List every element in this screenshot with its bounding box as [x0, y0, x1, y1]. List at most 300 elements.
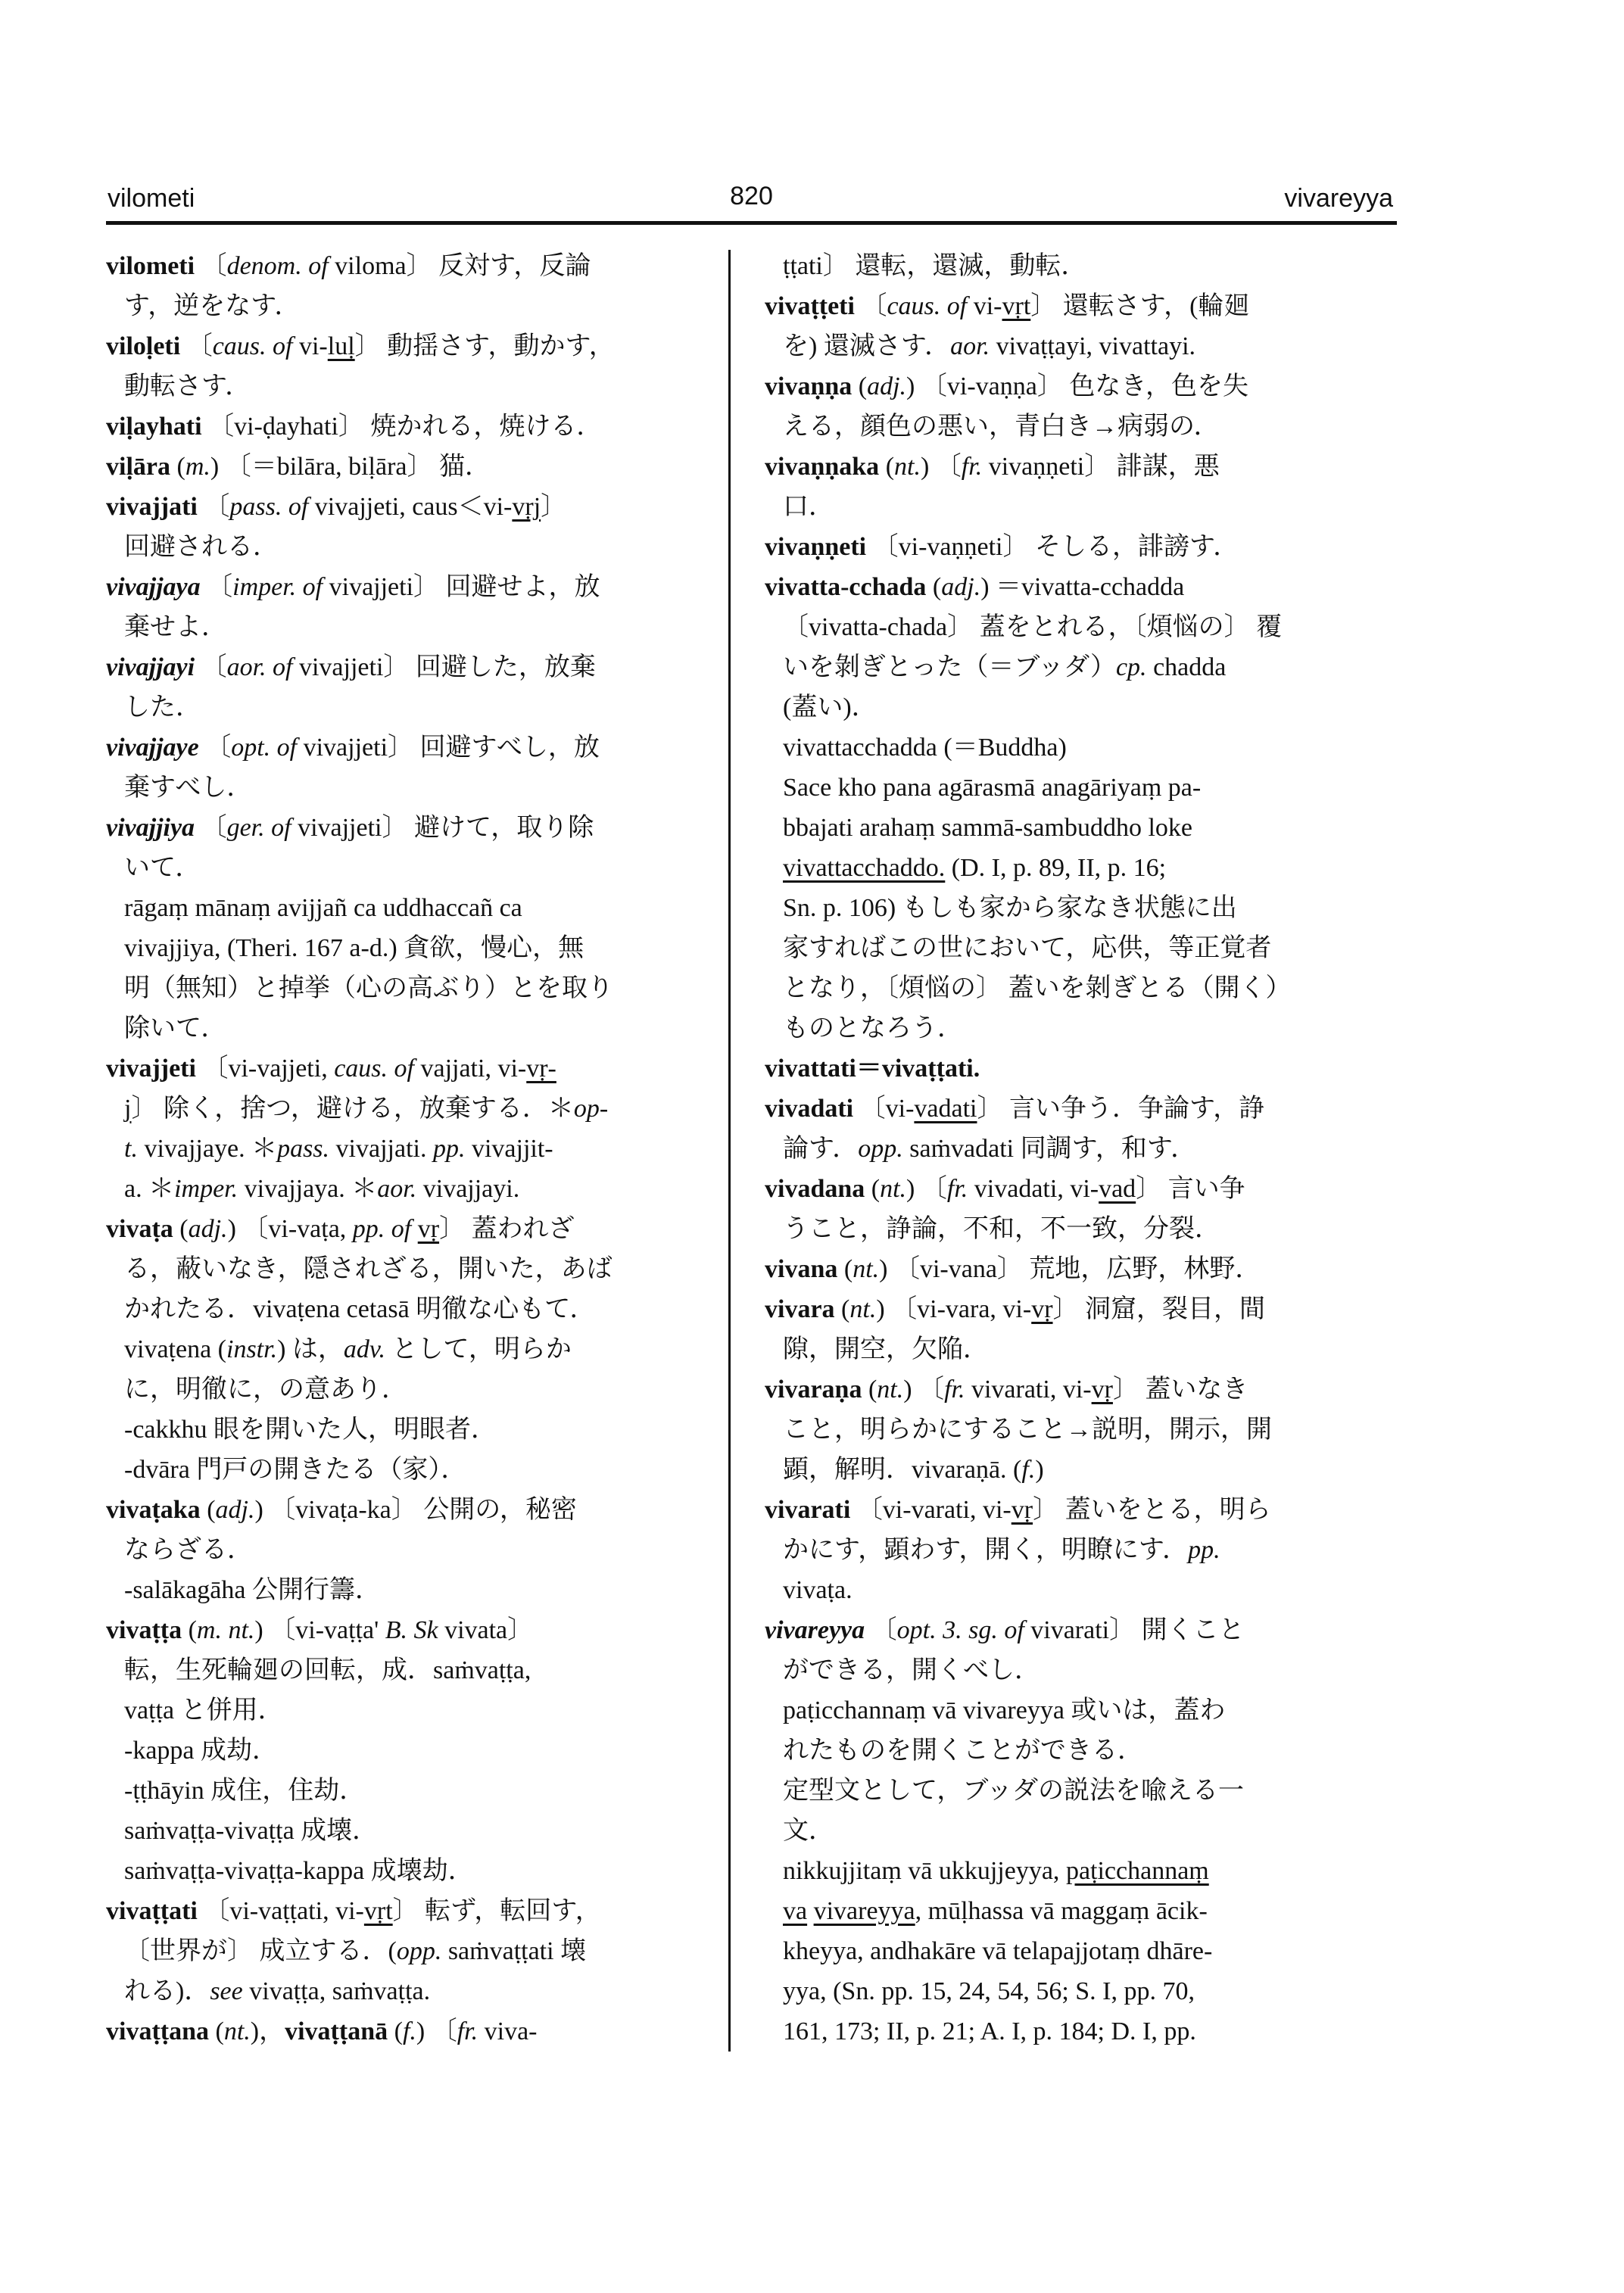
entry-headword-line — [765, 447, 1401, 487]
entry-text-line — [765, 1570, 1401, 1610]
definition-text: vivajjeti〕 回避した，放棄 — [292, 653, 596, 681]
underlined-root: vṛ — [1011, 1496, 1033, 1524]
definition-text: いて． — [124, 854, 201, 882]
headword: vivaṭṭati — [106, 1897, 198, 1925]
entry-text-line — [106, 1169, 721, 1209]
entry-text-line — [765, 1209, 1401, 1249]
entry-text-line — [765, 808, 1401, 848]
headword: vivaṇṇeti — [765, 533, 867, 561]
entry-text-line — [106, 1329, 721, 1369]
headword: viḷayhati — [106, 413, 202, 441]
grammar-abbreviation: pp. of — [352, 1215, 412, 1243]
definition-text: yya, (Sn. pp. 15, 24, 54, 56; S. I, pp. 70, — [783, 1977, 1195, 2005]
entry-text-line — [765, 1008, 1401, 1048]
entry-text-line — [106, 1450, 721, 1490]
definition-text: ) ＝vivatta-cchadda — [980, 573, 1185, 601]
definition-text: -ṭṭhāyin 成住，住劫． — [124, 1777, 366, 1805]
definition-text: える，顔色の悪い，青白き→病弱の． — [783, 413, 1220, 441]
definition-text: vivaṭṭayi, vivattayi. — [990, 332, 1196, 360]
entry-text-line — [765, 487, 1401, 527]
entry-headword-line — [765, 1369, 1401, 1410]
entry-text-line — [106, 888, 721, 928]
entry-text-line — [765, 1971, 1401, 2011]
definition-text: ( — [209, 2017, 224, 2045]
definition-text: 〔 — [197, 493, 230, 521]
definition-text: 〔 — [198, 734, 232, 762]
definition-text: 〔 — [195, 653, 227, 681]
grammar-abbreviation: ger. of — [226, 814, 291, 842]
definition-text — [807, 1897, 814, 1925]
definition-text: 棄すべし． — [124, 774, 253, 802]
grammar-abbreviation: pass. of — [229, 493, 309, 521]
entry-headword-line — [765, 1249, 1401, 1289]
entry-headword-line — [106, 647, 721, 687]
definition-text: ) 〔vivaṭa-ka〕 公開の，秘密 — [254, 1496, 577, 1524]
definition-text: 161, 173; II, p. 21; A. I, p. 184; D. I, pp. — [783, 2017, 1196, 2045]
definition-text: ) 〔vi-vaṭa, — [227, 1215, 353, 1243]
grammar-abbreviation: aor. — [377, 1175, 417, 1203]
definition-text: vaṭṭa と併用． — [124, 1696, 284, 1724]
definition-text: -kappa 成劫． — [124, 1737, 279, 1765]
grammar-abbreviation: aor. — [950, 332, 990, 360]
underlined-root: vṛ — [417, 1215, 440, 1243]
grammar-abbreviation: nt. — [877, 1375, 904, 1404]
entry-text-line — [106, 1811, 721, 1851]
entry-headword-line — [106, 1610, 721, 1650]
definition-text: viva- — [478, 2017, 538, 2045]
definition-text: ) 〔vi-vaṭṭa' — [254, 1616, 385, 1644]
grammar-abbreviation: adj. — [188, 1215, 228, 1243]
headword: vivaraṇa — [765, 1375, 862, 1404]
entry-text-line — [106, 1129, 721, 1169]
definition-text: vivaṭa. — [783, 1576, 853, 1604]
headword: vivaṭa — [106, 1215, 173, 1243]
entry-text-line — [106, 1369, 721, 1410]
grammar-abbreviation: m. — [185, 453, 210, 481]
entry-headword-line — [106, 808, 721, 848]
grammar-abbreviation: m. nt. — [196, 1616, 255, 1644]
definition-text: 動転さす． — [124, 372, 251, 400]
definition-text: 〕 蓋いをとる，明ら — [1033, 1496, 1271, 1524]
entry-text-line — [106, 527, 721, 567]
definition-text: うこと，諍論，不和，不一致，分裂． — [783, 1215, 1220, 1243]
definition-text: 〔世界が〕 成立する．( — [124, 1937, 397, 1965]
underlined-root: vṛ — [1091, 1375, 1113, 1404]
entry-text-line — [765, 1650, 1401, 1690]
entry-text-line — [765, 1690, 1401, 1731]
grammar-abbreviation: f. — [1021, 1456, 1036, 1484]
left-column — [106, 246, 721, 2052]
definition-text: 家すればこの世において，応供，等正覚者 — [783, 934, 1272, 962]
definition-text: ( — [862, 1375, 877, 1404]
definition-text: viloma〕 反対す，反論 — [328, 252, 591, 280]
definition-text: ) 〔vi-vaṇṇa〕 色なき，色を失 — [906, 372, 1248, 400]
header-rule — [106, 221, 1397, 225]
entry-text-line — [765, 647, 1401, 687]
definition-text: いを剝ぎとった（＝ブッダ） — [783, 653, 1116, 681]
definition-text: saṁvaṭṭa-vivaṭṭa-kappa 成壊劫． — [124, 1857, 474, 1885]
definition-text: saṁvadati 同調す，和す． — [902, 1135, 1197, 1163]
grammar-abbreviation: instr. — [226, 1335, 278, 1363]
definition-text: (蓋い)． — [783, 693, 877, 721]
definition-text: 定型文として，ブッダの説法を喩える一 — [783, 1777, 1244, 1805]
definition-text: vajjati, vi- — [413, 1055, 527, 1083]
definition-text: nikkujjitaṃ vā ukkujjeyya, — [783, 1857, 1066, 1885]
definition-text: 〔vi-ḍayhati〕 焼かれる，焼ける． — [201, 413, 603, 441]
header-guide-word-right: vivareyya — [1284, 184, 1393, 213]
entry-text-line — [106, 1771, 721, 1811]
definition-text: 〕 還転さす，(輪廻 — [1030, 292, 1250, 320]
underlined-root: va — [783, 1897, 808, 1925]
definition-text: 〔vi- — [853, 1095, 915, 1123]
definition-text: (D. I, p. 89, II, p. 16; — [945, 854, 1167, 882]
headword: vivajjati — [106, 493, 198, 521]
entry-text-line — [765, 1811, 1401, 1851]
definition-text: 〕 転ず，転回す， — [392, 1897, 601, 1925]
entry-text-line — [765, 888, 1401, 928]
definition-text: 回避される． — [124, 533, 279, 561]
definition-text: vivata〕 — [438, 1616, 534, 1644]
definition-text: vivajjati. — [329, 1135, 433, 1163]
definition-text: した． — [124, 693, 201, 721]
definition-text: 〔 — [865, 1616, 897, 1644]
definition-text: vivaṭena ( — [124, 1335, 226, 1363]
grammar-abbreviation: nt. — [880, 1175, 907, 1203]
definition-text: , mūḷhassa vā maggaṃ ācik- — [915, 1897, 1208, 1925]
entry-headword-line — [106, 1048, 721, 1089]
entry-headword-line — [106, 407, 721, 447]
underlined-root: vadati — [914, 1095, 977, 1123]
definition-text: ならざる． — [124, 1536, 253, 1564]
grammar-abbreviation: opt. of — [231, 734, 298, 762]
entry-text-line — [765, 1129, 1401, 1169]
entry-headword-line — [106, 326, 721, 366]
definition-text: vi- — [292, 332, 328, 360]
definition-text: vivadati, vi- — [968, 1175, 1099, 1203]
headword: vivajjaya — [106, 573, 201, 601]
definition-text: 顕，解明．vivaraṇā. ( — [783, 1456, 1022, 1484]
grammar-abbreviation: fr. — [946, 1175, 968, 1203]
grammar-abbreviation: adv. — [343, 1335, 385, 1363]
headword: vivaṇṇaka — [765, 453, 880, 481]
underlined-root: vṛ- — [526, 1055, 556, 1083]
definition-text: ) 〔 — [903, 1375, 945, 1404]
entry-text-line — [765, 1530, 1401, 1570]
underlined-root: luḷ — [327, 332, 355, 360]
definition-text: 〕 言い争 — [1136, 1175, 1245, 1203]
entry-text-line — [765, 246, 1401, 286]
entry-headword-line — [765, 1289, 1401, 1329]
grammar-abbreviation: nt. — [223, 2017, 251, 2045]
definition-text: ) 〔＝bilāra, biḷāra〕 猫． — [210, 453, 491, 481]
entry-headword-line — [765, 1610, 1401, 1650]
definition-text: 〔vi-vajjeti, — [195, 1055, 335, 1083]
definition-text: ( — [852, 372, 868, 400]
definition-text: 〔 — [180, 332, 213, 360]
definition-text: ) 〔 — [906, 1175, 947, 1203]
definition-text: bbajati arahaṃ sammā-sambuddho loke — [783, 814, 1192, 842]
definition-text: -salākagāha 公開行籌． — [124, 1576, 381, 1604]
definition-text: 隙，開空，欠陥． — [783, 1335, 989, 1363]
column-divider — [728, 250, 731, 2052]
entry-text-line — [765, 768, 1401, 808]
definition-text: 〕 言い争う．争論す，諍 — [977, 1095, 1265, 1123]
headword: viḷāra — [106, 453, 170, 481]
entry-text-line — [106, 1289, 721, 1329]
entry-headword-line — [765, 1490, 1401, 1530]
grammar-abbreviation: adj. — [941, 573, 981, 601]
entry-text-line — [765, 1731, 1401, 1771]
definition-text: vivattacchadda (＝Buddha) — [783, 734, 1067, 762]
entry-text-line — [106, 1570, 721, 1610]
entry-text-line — [106, 1530, 721, 1570]
definition-text: saṁvaṭṭa-vivaṭṭa 成壊． — [124, 1817, 379, 1845]
entry-text-line — [106, 968, 721, 1008]
entry-headword-line — [106, 727, 721, 768]
definition-text: chadda — [1146, 653, 1227, 681]
headword: vivattati＝vivaṭṭati. — [765, 1055, 980, 1083]
definition-text: 文． — [783, 1817, 834, 1845]
entry-text-line — [765, 1851, 1401, 1891]
definition-text: 口． — [783, 493, 834, 521]
headword: vivana — [765, 1255, 838, 1283]
definition-text: ( — [173, 1215, 189, 1243]
grammar-abbreviation: opt. 3. sg. of — [896, 1616, 1024, 1644]
definition-text: ( — [388, 2017, 403, 2045]
definition-text: vivajjeti〕 回避すべし，放 — [297, 734, 600, 762]
entry-headword-line — [106, 447, 721, 487]
headword: vivaṭṭana — [106, 2017, 209, 2045]
definition-text — [411, 1215, 418, 1243]
underlined-root: vivareyya — [813, 1897, 915, 1925]
grammar-abbreviation: fr. — [457, 2017, 478, 2045]
entry-headword-line — [106, 2011, 721, 2052]
entry-text-line — [765, 607, 1401, 647]
entry-text-line — [765, 326, 1401, 366]
entry-text-line — [106, 1690, 721, 1731]
definition-text: Sn. p. 106) もしも家から家なき状態に出 — [783, 894, 1237, 922]
definition-text: となり，〔煩悩の〕 蓋いを剝ぎとる（開く） — [783, 974, 1292, 1002]
underlined-root: vṛt — [1002, 292, 1031, 320]
entry-headword-line — [765, 1089, 1401, 1129]
entry-text-line — [106, 607, 721, 647]
definition-text: 〕 蓋いなき — [1112, 1375, 1248, 1404]
headword: vivadana — [765, 1175, 865, 1203]
definition-text: 〔vi-vaṭṭati, vi- — [197, 1897, 364, 1925]
entry-text-line — [106, 1249, 721, 1289]
headword: vivajjiya — [106, 814, 195, 842]
definition-text: ) は， — [277, 1335, 344, 1363]
entry-text-line — [106, 1008, 721, 1048]
headword: vivajjeti — [106, 1055, 196, 1083]
entry-headword-line — [106, 487, 721, 527]
definition-text: かれたる．vivaṭena cetasā 明徹な心もて． — [124, 1295, 596, 1323]
grammar-abbreviation: fr. — [961, 453, 983, 481]
entry-text-line — [106, 768, 721, 808]
definition-text: -cakkhu 眼を開いた人，明眼者． — [124, 1416, 497, 1444]
underlined-root: vṛj — [512, 493, 541, 521]
definition-text: vivarati, vi- — [965, 1375, 1092, 1404]
definition-text: saṁvaṭṭati 壊 — [441, 1937, 587, 1965]
definition-text: vivajjayi. — [416, 1175, 520, 1203]
definition-text: ( — [879, 453, 895, 481]
definition-text: 〔 — [195, 814, 227, 842]
definition-text: 〔 — [200, 573, 233, 601]
definition-text: 棄せよ． — [124, 613, 227, 641]
headword: vivareyya — [765, 1616, 865, 1644]
definition-text: 〔vi-vaṇṇeti〕 そしる，誹謗す． — [866, 533, 1239, 561]
grammar-abbreviation: denom. of — [226, 252, 329, 280]
entry-text-line — [765, 727, 1401, 768]
grammar-abbreviation: imper. of — [232, 573, 323, 601]
definition-text: ( — [865, 1175, 881, 1203]
entry-headword-line — [765, 366, 1401, 407]
definition-text: vivajjeti〕 避けて，取り除 — [291, 814, 594, 842]
entry-text-line — [765, 968, 1401, 1008]
definition-text: 〕 — [541, 493, 567, 521]
grammar-abbreviation: aor. of — [226, 653, 293, 681]
headword: vivajjaye — [106, 734, 199, 762]
grammar-abbreviation: nt. — [849, 1295, 877, 1323]
definition-text: れる)． — [124, 1977, 210, 2005]
headword: vivaṇṇa — [765, 372, 853, 400]
definition-text: 〕 動揺さす，動かす， — [354, 332, 615, 360]
underlined-root: vṛ — [1031, 1295, 1053, 1323]
grammar-abbreviation: op- — [573, 1095, 609, 1123]
definition-text: ( — [834, 1295, 850, 1323]
definition-text: ) 〔vi-vana〕 荒地，広野，林野． — [879, 1255, 1261, 1283]
entry-text-line — [106, 687, 721, 727]
underlined-root: vivattacchaddo. — [783, 854, 946, 882]
grammar-abbreviation: caus. of — [887, 292, 968, 320]
entry-text-line — [106, 848, 721, 888]
entry-text-line — [106, 366, 721, 407]
grammar-abbreviation: fr. — [944, 1375, 965, 1404]
definition-text: vivajjiya, (Theri. 167 a-d.) 貪欲，慢心，無 — [124, 934, 584, 962]
entry-headword-line — [106, 246, 721, 286]
definition-text: 〕 洞窟，裂目，間 — [1052, 1295, 1266, 1323]
definition-text: 除いて． — [124, 1014, 227, 1042]
definition-text: ( — [200, 1496, 216, 1524]
grammar-abbreviation: opp. — [858, 1135, 903, 1163]
entry-text-line — [765, 928, 1401, 968]
underlined-root: paṭicchannaṃ — [1065, 1857, 1209, 1885]
definition-text: ( — [837, 1255, 853, 1283]
definition-text: れたものを開くことができる． — [783, 1737, 1143, 1765]
definition-text: vivajjaye. ＊ — [137, 1135, 278, 1163]
definition-text: Sace kho pana agārasmā anagāriyaṃ pa- — [783, 774, 1202, 802]
definition-text: a. ＊ — [124, 1175, 175, 1203]
entry-text-line — [765, 1410, 1401, 1450]
definition-text: 転，生死輪廻の回転，成．saṁvaṭṭa, — [124, 1656, 531, 1684]
underlined-root: j — [124, 1095, 132, 1123]
right-column — [765, 246, 1401, 2052]
headword: vivaṭaka — [106, 1496, 201, 1524]
definition-text: を) 還滅さす． — [783, 332, 951, 360]
headword: vivaṭṭeti — [765, 292, 855, 320]
headword: vivaṭṭa — [106, 1616, 182, 1644]
definition-text: 〔 — [854, 292, 887, 320]
grammar-abbreviation: opp. — [396, 1937, 442, 1965]
grammar-abbreviation: see — [210, 1977, 243, 2005]
definition-text: ができる，開くべし． — [783, 1656, 1040, 1684]
definition-text: す，逆をなす． — [124, 292, 301, 320]
definition-text: vivajjeti〕 回避せよ，放 — [323, 573, 600, 601]
entry-text-line — [765, 1931, 1401, 1971]
entry-headword-line — [765, 286, 1401, 326]
entry-text-line — [106, 1971, 721, 2011]
definition-text: )， — [250, 2017, 285, 2045]
definition-text: かにす，顕わす，開く，明瞭にす． — [783, 1536, 1189, 1564]
definition-text: こと，明らかにすること→説明，開示，開 — [783, 1416, 1272, 1444]
definition-text: 論す． — [783, 1135, 859, 1163]
grammar-abbreviation: B. Sk — [385, 1616, 438, 1644]
definition-text: 〔vivatta-chada〕 蓋をとれる，〔煩悩の〕 覆 — [783, 613, 1283, 641]
entry-text-line — [765, 407, 1401, 447]
grammar-abbreviation: imper. — [174, 1175, 238, 1203]
underlined-root: vad — [1099, 1175, 1136, 1203]
headword: vilometi — [106, 252, 195, 280]
definition-text: 〕 蓋われざ — [439, 1215, 575, 1243]
definition-text: 明（無知）と掉挙（心の高ぶり）とを取り — [124, 974, 613, 1002]
grammar-abbreviation: pp. — [432, 1135, 466, 1163]
page-number: 820 — [730, 182, 773, 210]
definition-text: kheyya, andhakāre vā telapajjotaṃ dhāre- — [783, 1937, 1213, 1965]
definition-text: vi- — [967, 292, 1002, 320]
grammar-abbreviation: pp. — [1188, 1536, 1220, 1564]
headword: vivaṭṭanā — [285, 2017, 388, 2045]
entry-text-line — [765, 1329, 1401, 1369]
entry-text-line — [106, 1089, 721, 1129]
definition-text: ) 〔 — [920, 453, 962, 481]
entry-headword-line — [106, 567, 721, 607]
definition-text: る，蔽いなき，隠されざる，開いた，あば — [124, 1255, 613, 1283]
underlined-root: vṛt — [363, 1897, 393, 1925]
definition-text: ) 〔 — [416, 2017, 457, 2045]
entry-text-line — [106, 1851, 721, 1891]
definition-text: vivarati〕 開くこと — [1024, 1616, 1245, 1644]
definition-text: に，明徹に，の意あり． — [124, 1375, 407, 1404]
definition-text: 〔 — [195, 252, 227, 280]
definition-text: ṭṭati〕 還転，還滅，動転． — [783, 252, 1087, 280]
entry-headword-line — [106, 1490, 721, 1530]
headword: vivatta-cchada — [765, 573, 927, 601]
definition-text: vivajjaya. ＊ — [238, 1175, 378, 1203]
grammar-abbreviation: pass. — [277, 1135, 330, 1163]
entry-text-line — [106, 1650, 721, 1690]
entry-text-line — [106, 1410, 721, 1450]
entry-text-line — [106, 286, 721, 326]
definition-text: vivaṭṭa, saṁvaṭṭa. — [242, 1977, 431, 2005]
grammar-abbreviation: adj. — [867, 372, 907, 400]
definition-text: rāgaṃ mānaṃ avijjañ ca uddhaccañ ca — [124, 894, 522, 922]
grammar-abbreviation: f. — [402, 2017, 416, 2045]
entry-text-line — [765, 687, 1401, 727]
definition-text: ) 〔vi-vara, vi- — [876, 1295, 1032, 1323]
definition-text: ものとなろう． — [783, 1014, 963, 1042]
grammar-abbreviation: t. — [124, 1135, 138, 1163]
definition-text: vivajjit- — [465, 1135, 553, 1163]
definition-text: 〕 除く，捨つ，避ける，放棄する．＊ — [131, 1095, 574, 1123]
entry-headword-line — [765, 1169, 1401, 1209]
entry-headword-line — [106, 1209, 721, 1249]
entry-text-line — [765, 848, 1401, 888]
header-guide-word-left: vilometi — [108, 184, 195, 213]
grammar-abbreviation: caus. of — [212, 332, 293, 360]
definition-text: vivaṇṇeti〕 誹謀，悪 — [982, 453, 1220, 481]
entry-text-line — [765, 1771, 1401, 1811]
headword: vivadati — [765, 1095, 854, 1123]
